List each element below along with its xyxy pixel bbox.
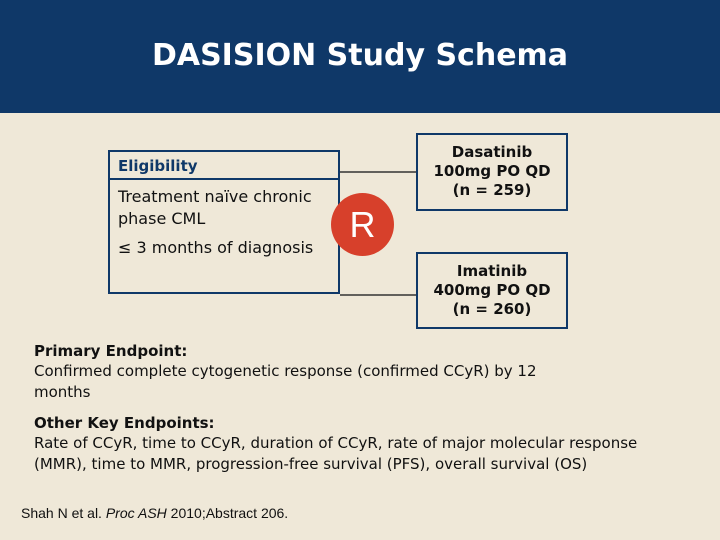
- arm-dose: 400mg PO QD: [433, 281, 551, 299]
- eligibility-criterion-1: Treatment naïve chronic phase CML: [118, 187, 312, 228]
- other-endpoints-heading: Other Key Endpoints:: [34, 414, 215, 432]
- imatinib-arm-box: [416, 252, 568, 329]
- arm-n: (n = 259): [452, 181, 532, 199]
- eligibility-criterion-2: ≤ 3 months of diagnosis: [118, 238, 314, 257]
- slide-title: DASISION Study Schema: [151, 38, 569, 73]
- citation-authors: Shah N et al.: [21, 505, 106, 521]
- arm-n: (n = 260): [452, 300, 532, 318]
- other-endpoints-text: Rate of CCyR, time to CCyR, duration of CCyR, rate of major molecular response (MMR), time to MMR, progression-free survival (PFS), overall survival (OS): [34, 434, 638, 473]
- primary-endpoint-heading: Primary Endpoint:: [34, 342, 188, 360]
- arm-dose: 100mg PO QD: [433, 162, 551, 180]
- randomization-circle: R: [331, 193, 394, 256]
- citation-details: 2010;Abstract 206.: [166, 505, 289, 521]
- citation: [21, 505, 288, 521]
- eligibility-heading: Eligibility: [110, 152, 338, 180]
- arm-drug: Dasatinib: [451, 143, 533, 161]
- dasatinib-arm-box: [416, 133, 568, 211]
- citation-journal: Proc ASH: [105, 505, 167, 521]
- primary-endpoint-text: Confirmed complete cytogenetic response (confirmed CCyR) by 12 months: [34, 362, 537, 401]
- eligibility-box: [108, 150, 340, 294]
- arm-drug: Imatinib: [456, 262, 528, 280]
